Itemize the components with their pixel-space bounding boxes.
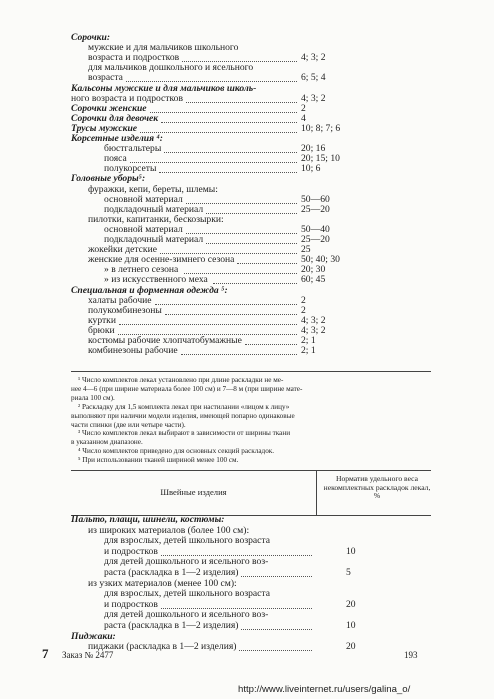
footnote-line: ⁵ При использовании тканей шириной менее 100 см. xyxy=(78,456,239,465)
row-label: из узких материалов (менее 100 см): xyxy=(88,577,237,589)
order-number: Заказ № 2477 xyxy=(62,650,114,660)
row-label: комбинезоны рабочие xyxy=(88,345,178,357)
row-value: 2 xyxy=(301,294,306,306)
footnote-line: в указанном диапазоне. xyxy=(71,438,143,447)
row-value: 25—20 xyxy=(301,203,330,215)
row-value: 20 xyxy=(346,598,356,610)
section-heading: Сорочки женские xyxy=(71,102,147,114)
footnote-line: части спинки (две или четыре части). xyxy=(71,420,186,429)
row-value: 20; 30 xyxy=(301,264,326,276)
row-label: для мальчиков дошкольного и ясельного xyxy=(88,62,254,74)
row-value: 2; 1 xyxy=(301,335,316,346)
row-label: для взрослых, детей школьного возраста xyxy=(104,588,270,600)
row-label: мужские и для мальчиков школьного xyxy=(88,42,239,54)
row-label: из широких материалов (более 100 см): xyxy=(88,524,250,536)
section-heading: Кальсоны мужские и для мальчиков школь- xyxy=(71,82,257,94)
row-label: основной материал xyxy=(104,193,183,205)
row-label: пилотки, капитанки, бескозырки: xyxy=(88,213,224,225)
leader-dots xyxy=(181,354,297,355)
row-value: 4; 3; 2 xyxy=(301,314,326,326)
row-label: подкладочный материал xyxy=(104,203,204,215)
row-value: 50; 40; 30 xyxy=(301,254,340,266)
section-heading: Трусы мужские xyxy=(71,122,138,134)
row-label: полукорсеты xyxy=(104,163,157,175)
row-value: 2 xyxy=(301,102,306,114)
row-value: 2; 1 xyxy=(301,345,316,357)
row-label: халаты рабочие xyxy=(88,294,152,306)
row-value: 5 xyxy=(346,567,351,578)
row-value: 60; 45 xyxy=(301,274,326,286)
footnote-line: выполняют при наличии модели изделия, имеющей попарно одинаковые xyxy=(71,411,295,420)
footnote-line: ⁴ Число комплектов приведено для основных секций раскладок. xyxy=(78,447,275,456)
row-value: 10; 6 xyxy=(301,163,321,175)
row-value: 25—20 xyxy=(301,234,330,245)
footnote-rule xyxy=(71,371,431,372)
row-value: 4; 3; 2 xyxy=(301,52,326,64)
row-value: 10 xyxy=(346,545,356,557)
leader-dots xyxy=(239,650,312,651)
row-label: основной материал xyxy=(104,223,183,235)
footnote-line: риала 100 см). xyxy=(71,393,115,402)
row-label: и подростков xyxy=(104,598,158,610)
section-heading: Пальто, плащи, шинели, костюмы: xyxy=(71,514,225,525)
footnote-line: ³ Число комплектов лекал выбирают в зависимости от ширины ткани xyxy=(78,429,291,438)
table2-col2-header: Норматив удельного веса некомплектных раскладок лекал, % xyxy=(323,474,431,501)
row-value: 4; 3; 2 xyxy=(301,324,326,336)
row-label: возраста и подростков xyxy=(88,52,180,64)
row-label: раста (раскладка в 1—2 изделия) xyxy=(104,567,239,578)
row-label: раста (раскладка в 1—2 изделия) xyxy=(104,620,239,631)
row-value: 4 xyxy=(301,112,306,124)
row-label: для детей дошкольного и ясельного воз- xyxy=(104,556,269,568)
footnote-line: нее 4—6 (при ширине материала более 100 см) и 7—8 м (при ширине мате- xyxy=(71,384,303,393)
section-heading: Головные уборы⁵: xyxy=(71,173,146,185)
row-label: » в летнего сезона xyxy=(104,264,179,276)
watermark-url: http://www.liveinternet.ru/users/galina_o/ xyxy=(238,684,411,695)
row-label: куртки xyxy=(88,314,116,326)
row-label: полукомбинезоны xyxy=(88,304,162,316)
section-heading: Сорочки: xyxy=(71,32,111,43)
page-number: 193 xyxy=(404,650,418,660)
section-heading: Корсетные изделия ⁴: xyxy=(71,133,163,144)
row-label: для детей дошкольного и ясельного воз- xyxy=(104,609,269,621)
row-label: для взрослых, детей школьного возраста xyxy=(104,535,270,547)
table2-header xyxy=(71,470,431,516)
row-value: 20 xyxy=(346,641,356,653)
signature-number: 7 xyxy=(42,646,49,661)
row-value: 20; 16 xyxy=(301,143,326,155)
row-label: » из искусственного меха xyxy=(104,274,208,286)
row-value: 4; 3; 2 xyxy=(301,92,326,104)
column-divider xyxy=(316,471,317,515)
row-label: подкладочный материал xyxy=(104,234,204,245)
row-label: жокейки детские xyxy=(88,244,157,256)
row-value: 10; 8; 7; 6 xyxy=(301,122,341,134)
row-value: 25 xyxy=(301,244,311,256)
section-heading: Специальная и форменная одежда ⁵: xyxy=(71,284,228,296)
row-value: 50—40 xyxy=(301,223,330,235)
row-value: 6; 5; 4 xyxy=(301,72,326,84)
row-label: костюмы рабочие хлопчатобумажные xyxy=(88,335,242,346)
row-label: брюки xyxy=(88,324,115,336)
row-label: пояса xyxy=(104,153,127,165)
row-label: и подростков xyxy=(104,545,158,557)
row-label: женские для осенне-зимнего сезона xyxy=(88,254,235,266)
row-value: 2 xyxy=(301,304,306,316)
section-heading: Пиджаки: xyxy=(71,630,116,642)
footnote-line: ² Раскладку для 1,5 комплекта лекал при настилании «лицом к лицу» xyxy=(78,402,290,411)
footnote-line: ¹ Число комплектов лекал установлено при длине раскладки не ме- xyxy=(78,376,284,384)
row-value: 50—60 xyxy=(301,193,330,205)
row-label: ного возраста и подростков xyxy=(71,92,184,104)
row-label: возраста xyxy=(88,72,123,84)
row-label: пиджаки (раскладка в 1—2 изделия) xyxy=(88,641,237,653)
table-row xyxy=(0,345,494,357)
row-label: фуражки, кепи, береты, шлемы: xyxy=(88,183,218,195)
section-heading: Сорочки для девочек xyxy=(71,112,159,124)
row-label: бюстгальтеры xyxy=(104,143,162,155)
table2-col1-header: Швейные изделия xyxy=(160,487,227,497)
row-value: 10 xyxy=(346,620,356,631)
row-value: 20; 15; 10 xyxy=(301,153,340,165)
